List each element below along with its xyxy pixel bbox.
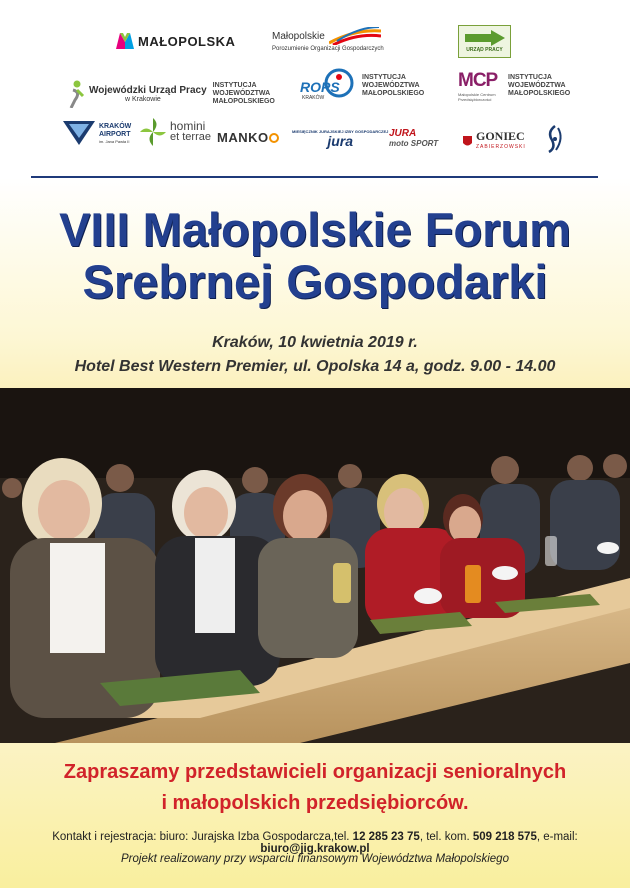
urzad-pracy-logo [458, 25, 511, 58]
wup-city: w Krakowie [125, 96, 161, 103]
contact-email-label: , e-mail: [536, 831, 578, 843]
contact-email[interactable]: biuro@jig.krakow.pl [260, 843, 370, 855]
malopolska-wordmark: MAŁOPOLSKA [138, 33, 236, 49]
jig-logo [544, 124, 566, 154]
funding-footer: Projekt realizowany przy wsparciu finansowym Województwa Małopolskiego [121, 853, 509, 865]
jura-magazine-logo [292, 129, 388, 149]
contact-phone: 12 285 23 75 [352, 831, 420, 843]
jig-label [544, 124, 546, 125]
wup-title: Wojewódzki Urząd Pracy [89, 85, 207, 96]
malopolska-m-icon [116, 33, 134, 49]
jig-monogram-icon [544, 124, 566, 154]
pinwheel-icon [140, 118, 166, 146]
page-title-line2: Srebrnej Gospodarki [82, 255, 548, 308]
goniec-word: GONIEC [476, 129, 525, 143]
manko-logo [217, 130, 279, 145]
invite-line1: Zapraszamy przedstawicieli organizacji senioralnych [63, 761, 567, 783]
homini-word-b: et terrae [170, 131, 211, 143]
wup-logo [67, 80, 279, 108]
homini-word: homini [170, 119, 206, 133]
mcp-logo [458, 70, 570, 102]
person-figure-icon [67, 80, 85, 108]
homini-logo [140, 118, 211, 146]
rops-mark: ROPS [300, 79, 340, 95]
jura-moto-word: JURA [389, 128, 417, 139]
wup-institution: INSTYTUCJA WOJEWÓDZTWA MAŁOPOLSKIEGO [212, 82, 275, 105]
airport-sub: im. Jana Pawła II [99, 138, 130, 144]
swoosh-icon [329, 27, 381, 45]
invite-line2: i małopolskich przedsiębiorców. [161, 792, 469, 814]
manko-circle-icon [269, 133, 279, 143]
jura-magazine-top: MIESIĘCZNIK JURAJSKIEJ IZBY GOSPODARCZEJ [292, 129, 389, 134]
mcp-mark: MCP [458, 70, 498, 91]
contact-line [0, 831, 630, 855]
airport-name: KRAKÓW AIRPORT [99, 122, 132, 138]
event-place: Hotel Best Western Premier, ul. Opolska 14 a, godz. 9.00 - 14.00 [74, 358, 556, 375]
audience-illustration [0, 388, 630, 743]
goniec-sub: ZABIERZOWSKI [476, 144, 526, 150]
audience-photo [0, 388, 630, 743]
jura-moto-sub: moto SPORT [389, 139, 439, 148]
contact-mobile-label: , tel. kom. [419, 831, 470, 843]
rops-logo [300, 68, 424, 104]
porozumienie-name: Małopolskie [272, 30, 325, 42]
airport-triangle-icon [63, 121, 95, 145]
mcp-institution: INSTYTUCJA WOJEWÓDZTWA MAŁOPOLSKIEGO [508, 74, 571, 97]
manko-wordmark: MANKO [217, 130, 269, 145]
urzad-pracy-label: URZĄD PRACY [466, 47, 503, 53]
rops-institution: INSTYTUCJA WOJEWÓDZTWA MAŁOPOLSKIEGO [362, 74, 425, 97]
krakow-airport-logo [63, 121, 133, 145]
porozumienie-logo [272, 27, 384, 52]
porozumienie-sub: Porozumienie Organizacji Gospodarczych [272, 46, 384, 52]
malopolska-logo [116, 33, 235, 49]
shield-icon [463, 136, 472, 148]
contact-prefix: Kontakt i rejestracja: biuro: Jurajska Izba Gospodarcza,tel. [52, 831, 350, 843]
page-title-line1: VIII Małopolskie Forum [59, 203, 571, 256]
jura-moto-logo [389, 129, 438, 148]
jura-magazine-word: jura [327, 133, 354, 149]
goniec-logo [463, 131, 526, 153]
arrow-right-icon [465, 30, 505, 46]
contact-mobile: 509 218 575 [472, 831, 537, 843]
mcp-sub: Małopolskie Centrum Przedsiębiorczości [458, 92, 496, 102]
event-date: Kraków, 10 kwietnia 2019 r. [212, 334, 418, 351]
rops-city: KRAKÓW [302, 95, 325, 101]
header-divider [31, 176, 598, 178]
